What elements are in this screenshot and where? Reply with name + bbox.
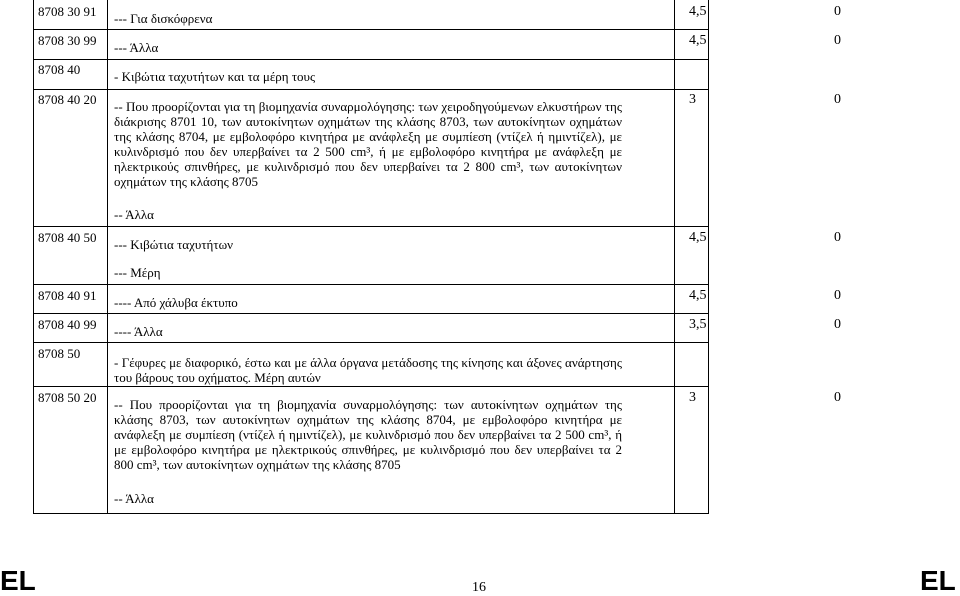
duty-rate: 3: [689, 390, 696, 405]
description: --- Άλλα: [114, 40, 159, 55]
language-code-right: EL: [920, 565, 956, 596]
description: ---- Άλλα: [114, 324, 163, 339]
supplementary-unit: 0: [834, 288, 841, 303]
row-separator: [34, 59, 708, 60]
description: - Γέφυρες με διαφορικό, έστω και με άλλα όργανα μετάδοσης της κίνησης και άξονες ανάρτησης του βάρους του οχήματος. Μέρη αυτών: [114, 355, 622, 385]
cn-code: 8708 40 99: [38, 317, 97, 332]
description: --- Μέρη: [114, 265, 161, 280]
supplementary-unit: 0: [834, 4, 841, 19]
row-separator: [34, 29, 708, 30]
description: -- Που προορίζονται για τη βιομηχανία συναρμολόγησης: των αυτοκίνητων οχημάτων της κλάσης 8703, των αυτοκίνητων οχημάτων της κλάσης 8704, με εμβολοφόρο κινητήρα με ανάφλεξη με συμπίεση (ντίζελ ή ημιντίζελ), με κυλινδρισμό που δεν υπερβαίνει τα 2 500 cm³, ή με εμβολοφόρο κινητήρα με ηλεκτρικούς σπινθήρες, με κυλινδρισμό που δεν υπερβαίνει τα 2 800 cm³, των αυτοκίνητων οχημάτων της κλάσης 8705: [114, 397, 622, 472]
row-separator: [34, 89, 708, 90]
supplementary-unit: 0: [834, 230, 841, 245]
cn-code: 8708 40 91: [38, 288, 97, 303]
duty-rate: 4,5: [689, 288, 707, 303]
row-separator: [34, 284, 708, 285]
duty-rate: 3,5: [689, 317, 707, 332]
cn-code: 8708 40 20: [38, 92, 97, 107]
language-code-left: EL: [0, 565, 36, 596]
description: --- Κιβώτια ταχυτήτων: [114, 237, 233, 252]
description: - Κιβώτια ταχυτήτων και τα μέρη τους: [114, 69, 316, 84]
duty-rate: 4,5: [689, 33, 707, 48]
cn-code: 8708 50: [38, 346, 81, 361]
description: ---- Από χάλυβα έκτυπο: [114, 295, 238, 310]
description: -- Άλλα: [114, 207, 154, 222]
supplementary-unit: 0: [834, 33, 841, 48]
cn-code: 8708 40: [38, 62, 81, 77]
column-divider-rate: [674, 0, 675, 513]
row-separator: [34, 342, 708, 343]
duty-rate: 4,5: [689, 4, 707, 19]
column-divider-code: [107, 0, 108, 513]
page-number: 16: [472, 580, 486, 595]
duty-rate: 3: [689, 92, 696, 107]
description: --- Για δισκόφρενα: [114, 11, 213, 26]
cn-code: 8708 50 20: [38, 390, 97, 405]
supplementary-unit: 0: [834, 92, 841, 107]
supplementary-unit: 0: [834, 317, 841, 332]
cn-code: 8708 40 50: [38, 230, 97, 245]
duty-rate: 4,5: [689, 230, 707, 245]
supplementary-unit: 0: [834, 390, 841, 405]
description: -- Άλλα: [114, 491, 154, 506]
row-separator: [34, 226, 708, 227]
cn-code: 8708 30 99: [38, 33, 97, 48]
row-separator: [34, 313, 708, 314]
cn-code: 8708 30 91: [38, 4, 97, 19]
row-separator: [34, 386, 708, 387]
description: -- Που προορίζονται για τη βιομηχανία συναρμολόγησης: των χειροδηγούμενων ελκυστήρων της διάκρισης 8701 10, των αυτοκίνητων οχημάτων της κλάσης 8703, των αυτοκίνητων οχημάτων της κλάσης 8704, με εμβολοφόρο κινητήρα με ανάφλεξη με συμπίεση (ντίζελ ή ημιντίζελ), με κυλινδρισμό που δεν υπερβαίνει τα 2 500 cm³, ή με εμβολοφόρο κινητήρα με ανάφλεξη με ηλεκτρικούς σπινθήρες, με κυλινδρισμό που δεν υπερβαίνει τα 2 800 cm³, των αυτοκίνητων οχημάτων της κλάσης 8705: [114, 99, 622, 189]
